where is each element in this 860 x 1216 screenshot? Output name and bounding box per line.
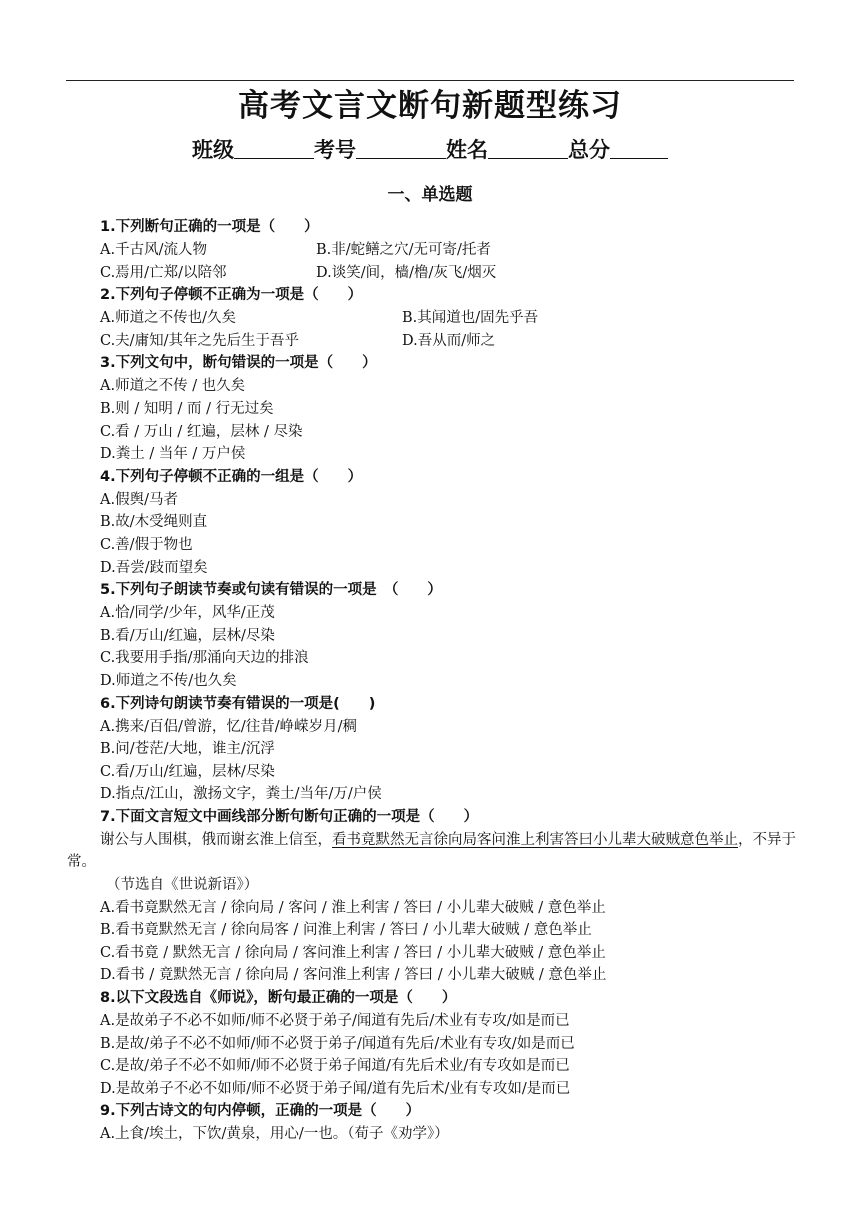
question-1-options-row-1 [100, 239, 812, 262]
class-label: 班级 [192, 138, 234, 162]
option-a[interactable]: A.看书竟默然无言 / 徐向局 / 客问 / 淮上利害 / 答曰 / 小儿辈大破贼 / 意色举止 [100, 899, 606, 916]
option-b[interactable]: B.其闻道也/固先乎吾 [402, 310, 539, 327]
exam-number-label: 考号 [314, 138, 356, 162]
option-a[interactable]: A.恰/同学/少年，风华/正茂 [100, 605, 275, 622]
exam-number-blank[interactable] [356, 138, 446, 159]
option-a[interactable]: A.携来/百侣/曾游，忆/往昔/峥嵘岁月/稠 [100, 718, 358, 735]
option-c[interactable]: C.我要用手指/那涌向天边的排浪 [100, 650, 309, 667]
option-a[interactable]: A.师道之不传 / 也久矣 [100, 378, 246, 395]
option-d[interactable]: D.指点/江山，激扬文字，粪土/当年/万/户侯 [100, 786, 382, 803]
total-score-blank[interactable] [610, 138, 668, 159]
name-blank[interactable] [488, 138, 568, 159]
section-title: 一、单选题 [387, 185, 473, 205]
question-7-passage [67, 829, 807, 874]
question-7-stem: 7.下面文言短文中画线部分断句断句正确的一项是（ ） [100, 808, 479, 825]
option-b[interactable]: B.是故/弟子不必不如师/师不必贤于弟子/闻道有先后/术业有专攻/如是而已 [100, 1035, 575, 1052]
student-info-line [0, 135, 860, 165]
option-b[interactable]: B.非/蛇鳝之穴/无可寄/托者 [316, 242, 491, 258]
question-2-options-row-1 [100, 307, 812, 330]
passage-source: （节选自《世说新语》） [106, 877, 259, 894]
option-c[interactable]: C.焉用/亡郑/以陪邻 [100, 264, 227, 281]
class-blank[interactable] [234, 138, 314, 159]
passage-text: 谢公与人围棋，俄而谢玄淮上信至， [100, 831, 332, 848]
option-c[interactable]: C.夫/庸知/其年之先后生于吾乎 [100, 332, 299, 349]
option-c[interactable]: C.善/假于物也 [100, 536, 193, 553]
option-a[interactable]: A.上食/埃土，下饮/黄泉，用心/一也。（荀子《劝学》） [100, 1126, 449, 1143]
option-b[interactable]: B.看/万山/红遍，层林/尽染 [100, 627, 275, 644]
option-c[interactable]: C.看/万山/红遍，层林/尽染 [100, 763, 275, 780]
total-score-label: 总分 [568, 138, 610, 162]
question-4-stem: 4.下列句子停顿不正确的一组是（ ） [100, 468, 363, 485]
question-8-stem: 8.以下文段选自《师说》，断句最正确的一项是（ ） [100, 990, 457, 1007]
option-d[interactable]: D.看书 / 竟默然无言 / 徐向局 / 客问淮上利害 / 答曰 / 小儿辈大破贼 / 意色举止 [100, 967, 607, 984]
option-d[interactable]: D.粪土 / 当年 / 万户侯 [100, 446, 246, 463]
option-a[interactable]: A.是故弟子不必不如师/师不必贤于弟子/闻道有先后/术业有专攻/如是而已 [100, 1013, 570, 1030]
option-d[interactable]: D.师道之不传/也久矣 [100, 672, 237, 689]
option-a[interactable]: A.假舆/马者 [100, 491, 178, 508]
option-d[interactable]: D.谈笑/间，樯/橹/灰飞/烟灭 [316, 264, 497, 281]
option-d[interactable]: D.吾从而/师之 [402, 332, 496, 349]
option-a[interactable]: A.千古风/流人物 [100, 242, 207, 258]
option-b[interactable]: B.故/木受绳则直 [100, 514, 208, 531]
passage-text-end: ，不异于常。 [67, 831, 796, 871]
option-b[interactable]: B.问/苍茫/大地，谁主/沉浮 [100, 741, 275, 758]
option-c[interactable]: C.看 / 万山 / 红遍，层林 / 尽染 [100, 423, 303, 440]
question-6-stem: 6.下列诗句朗读节奏有错误的一项是( ) [100, 695, 376, 712]
question-3-stem: 3.下列文句中，断句错误的一项是（ ） [100, 355, 377, 372]
name-label: 姓名 [446, 138, 488, 162]
option-b[interactable]: B.则 / 知明 / 而 / 行无过矣 [100, 400, 274, 417]
option-b[interactable]: B.看书竟默然无言 / 徐向局客 / 问淮上利害 / 答曰 / 小儿辈大破贼 / 意色举止 [100, 922, 592, 939]
option-d[interactable]: D.吾尝/跂而望矣 [100, 559, 208, 576]
option-c[interactable]: C.是故/弟子不必不如师/师不必贤于弟子闻道/有先后术业/有专攻如是而已 [100, 1058, 570, 1075]
page-title: 高考文言文断句新题型练习 [238, 88, 622, 124]
question-2-options-row-2 [100, 330, 812, 353]
option-a[interactable]: A.师道之不传也/久矣 [100, 310, 236, 327]
question-1-stem: 1.下列断句正确的一项是（ ） [100, 219, 319, 235]
question-5-stem: 5.下列句子朗读节奏或句读有错误的一项是 （ ） [100, 582, 442, 599]
header-rule [66, 80, 794, 81]
question-list [67, 216, 812, 1146]
option-d[interactable]: D.是故弟子不必不如师/师不必贤于弟子闻/道有先后术/业有专攻如/是而已 [100, 1080, 571, 1097]
question-9-stem: 9.下列古诗文的句内停顿，正确的一项是（ ） [100, 1103, 421, 1120]
option-c[interactable]: C.看书竟 / 默然无言 / 徐向局 / 客问淮上利害 / 答曰 / 小儿辈大破贼 / 意色举止 [100, 944, 606, 961]
question-1-options-row-2 [100, 262, 812, 285]
passage-underlined-text: 看书竟默然无言徐向局客问淮上利害答曰小儿辈大破贼意色举止 [332, 831, 738, 848]
question-2-stem: 2.下列句子停顿不正确为一项是（ ） [100, 287, 363, 304]
